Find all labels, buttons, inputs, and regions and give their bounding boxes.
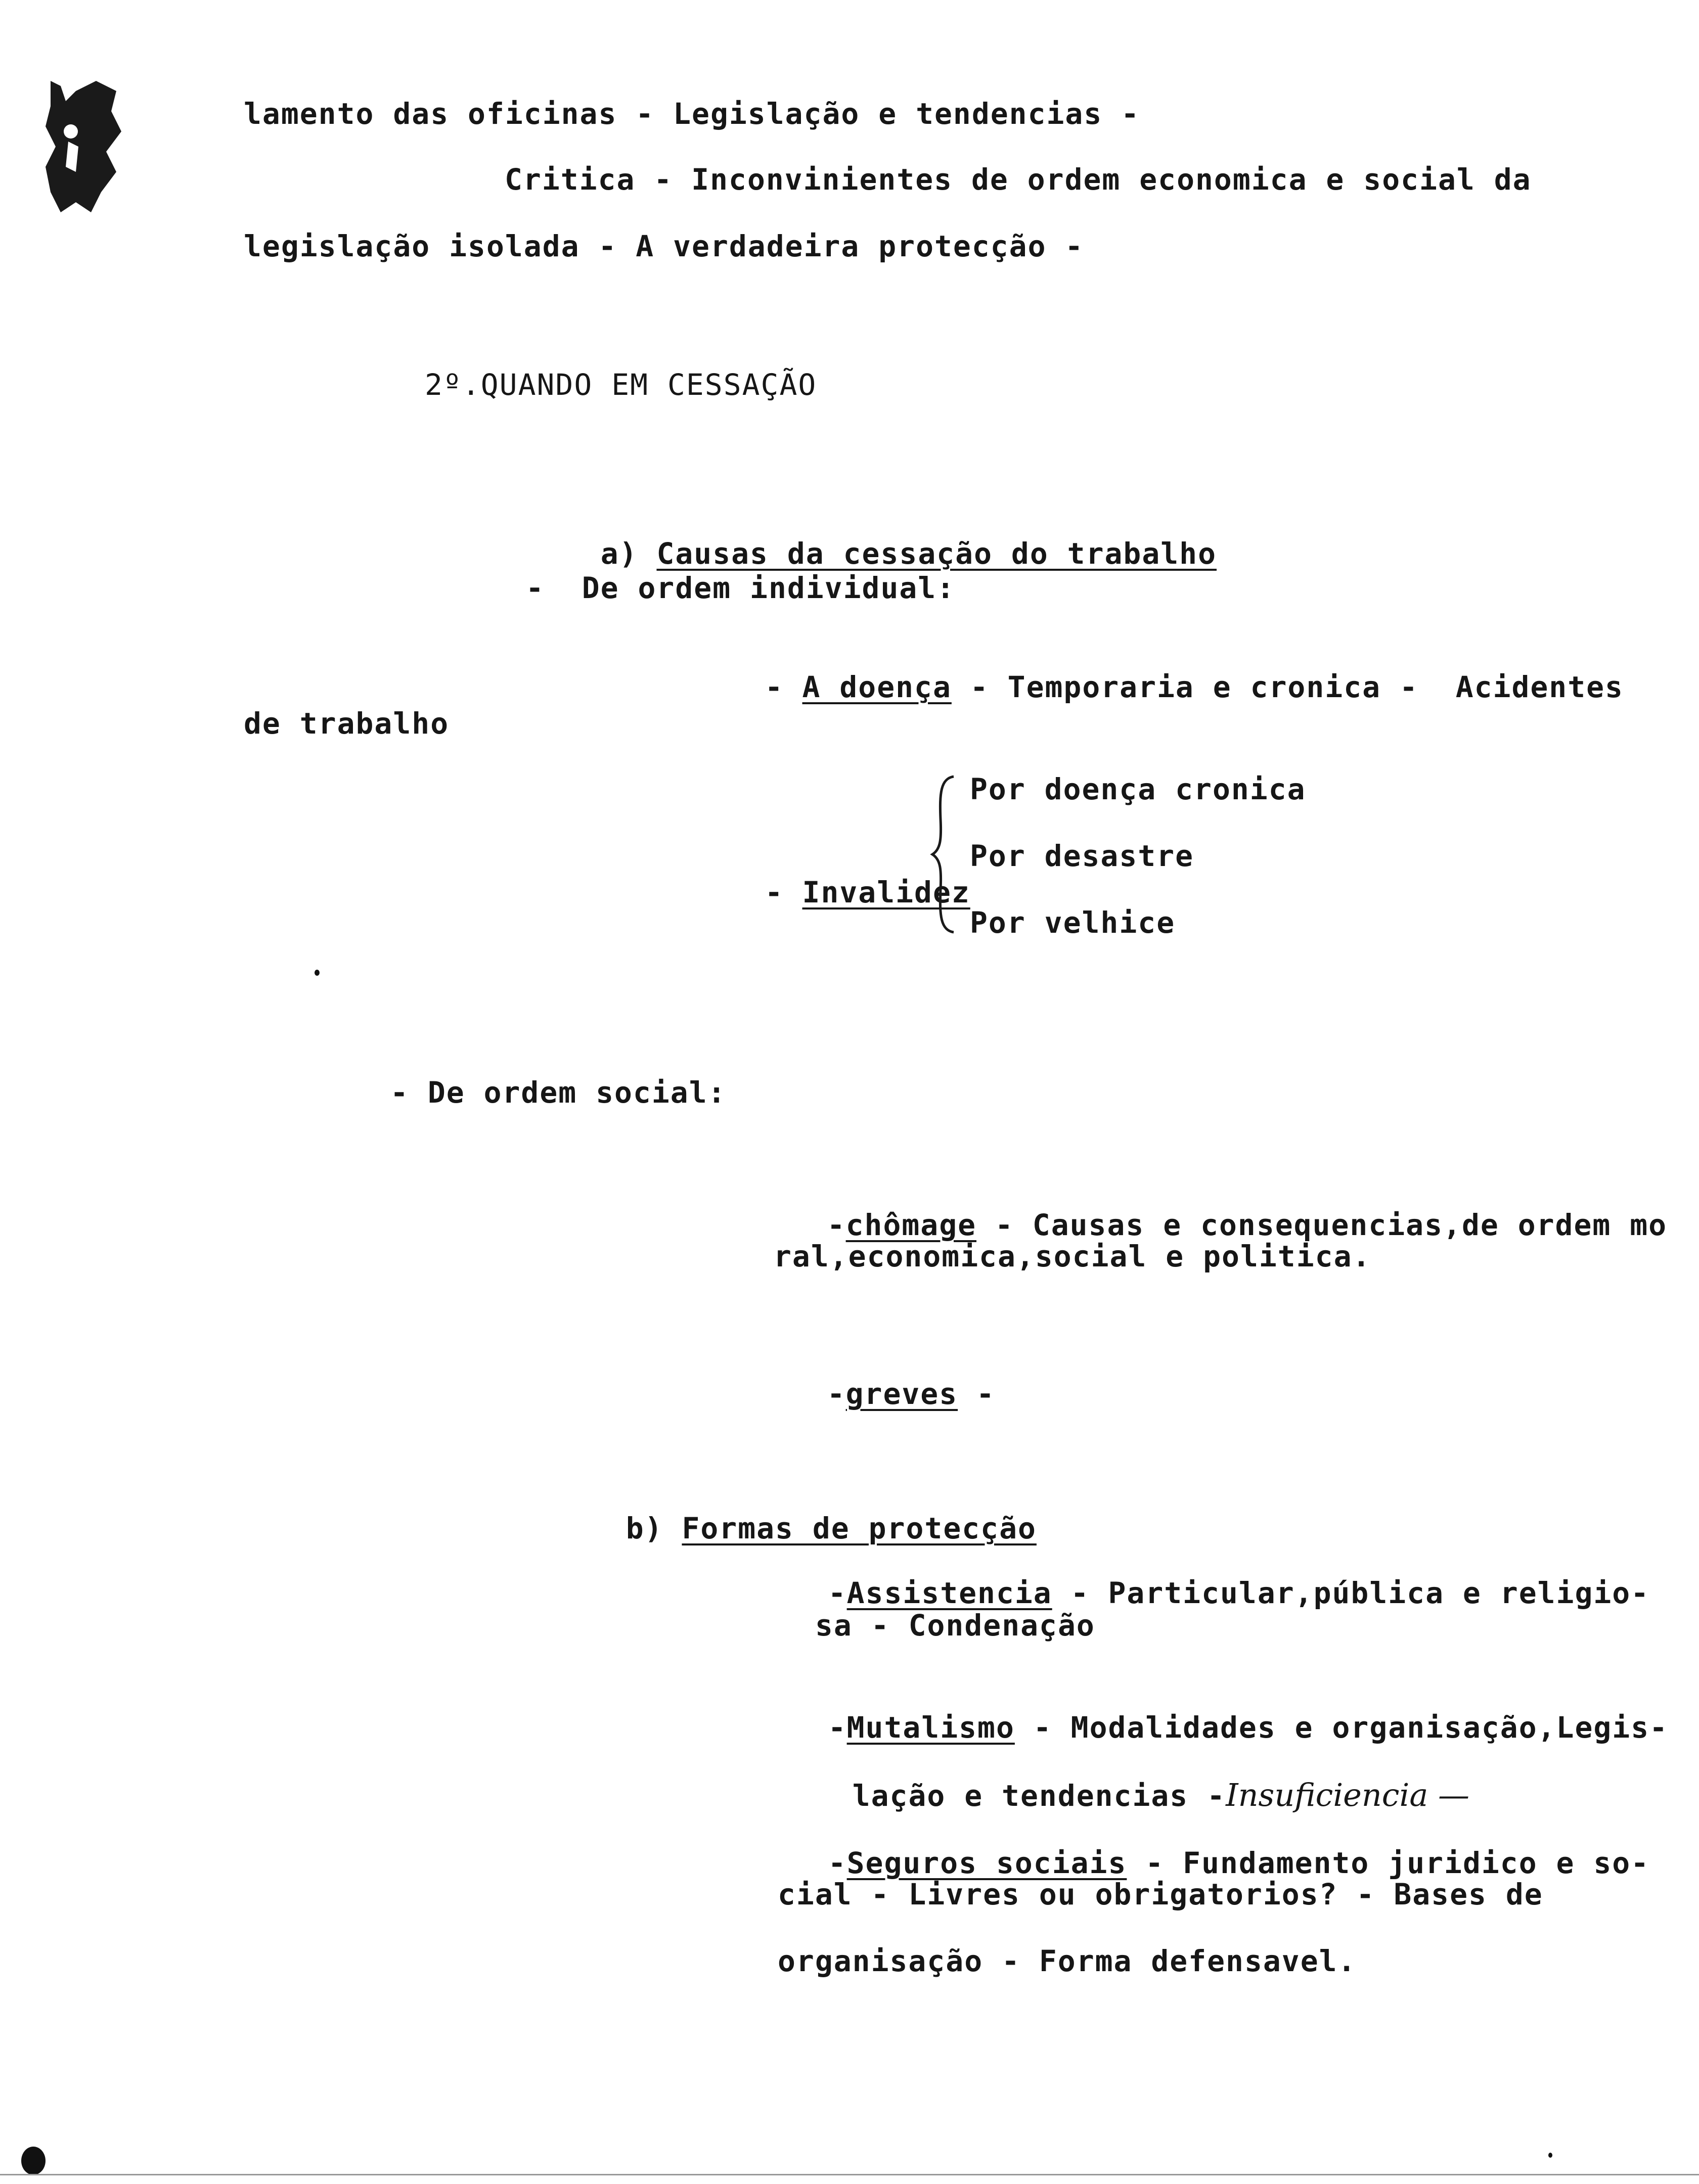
- doenca-line: [690, 634, 1624, 740]
- individual-heading: - De ordem individual:: [526, 571, 956, 605]
- greves-prefix: -: [827, 1377, 846, 1411]
- invalidez-option-3: Por velhice: [970, 905, 1176, 940]
- assistencia-prefix: -: [828, 1576, 847, 1610]
- item-a-title: Causas da cessação do trabalho: [656, 536, 1217, 571]
- line-1: lamento das oficinas - Legislação e tendencias -: [244, 97, 1140, 131]
- greves-label: greves: [845, 1377, 958, 1411]
- greves-rest: -: [958, 1377, 995, 1411]
- page-bottom-edge: [0, 2174, 1699, 2175]
- doenca-continuation: de trabalho: [244, 706, 450, 741]
- greves-line: [752, 1341, 995, 1447]
- ink-speck-bottom: [1548, 2153, 1552, 2158]
- invalidez-prefix: -: [765, 875, 802, 909]
- seguros-rest: - Fundamento juridico e so-: [1127, 1846, 1650, 1880]
- doenca-label: A doença: [802, 670, 952, 704]
- seguros-continuation-2: organisação - Forma defensavel.: [778, 1944, 1357, 1978]
- ink-blot-top: [30, 71, 131, 222]
- section-heading: 2º.QUANDO EM CESSAÇÃO: [425, 368, 817, 402]
- ink-blot-bottom: [21, 2147, 46, 2175]
- line-2: Critica - Inconvinientes de ordem economica e social da: [505, 162, 1532, 197]
- assistencia-label: Assistencia: [846, 1576, 1052, 1610]
- chomage-label: chômage: [845, 1208, 977, 1242]
- invalidez-brace: [929, 774, 960, 935]
- item-b-title: Formas de protecção: [682, 1511, 1037, 1545]
- mutalismo-rest: - Modalidades e organisação,Legis-: [1014, 1710, 1669, 1745]
- handwritten-note: Insuficiencia: [1226, 1777, 1428, 1813]
- invalidez-option-1: Por doença cronica: [970, 772, 1306, 806]
- seguros-prefix: -: [828, 1846, 847, 1880]
- doenca-prefix: -: [765, 670, 802, 704]
- chomage-rest: - Causas e consequencias,de ordem mo: [976, 1208, 1668, 1242]
- invalidez-line: [690, 839, 970, 945]
- mutalismo-label: Mutalismo: [846, 1710, 1015, 1745]
- ink-dot: [315, 970, 320, 976]
- invalidez-option-2: Por desastre: [970, 839, 1194, 873]
- chomage-prefix: -: [827, 1208, 846, 1242]
- assistencia-rest: - Particular,pública e religio-: [1052, 1576, 1650, 1610]
- seguros-label: Seguros sociais: [846, 1846, 1127, 1880]
- line-3: legislação isolada - A verdadeira protecção -: [244, 229, 1084, 263]
- mutalismo-prefix: -: [828, 1710, 847, 1745]
- invalidez-label: Invalidez: [802, 875, 970, 909]
- item-b-prefix: b): [625, 1511, 682, 1545]
- seguros-continuation-1: cial - Livres ou obrigatorios? - Bases de: [778, 1877, 1543, 1912]
- social-heading: - De ordem social:: [390, 1075, 727, 1110]
- doenca-rest: - Temporaria e cronica - Acidentes: [951, 670, 1624, 704]
- mutalismo-cont-text: lação e tendencias -: [852, 1779, 1226, 1813]
- handwritten-dash: —: [1428, 1777, 1470, 1813]
- item-a-prefix: a): [600, 536, 657, 571]
- chomage-continuation: ral,economica,social e politica.: [774, 1239, 1371, 1273]
- assistencia-continuation: sa - Condenação: [815, 1608, 1095, 1643]
